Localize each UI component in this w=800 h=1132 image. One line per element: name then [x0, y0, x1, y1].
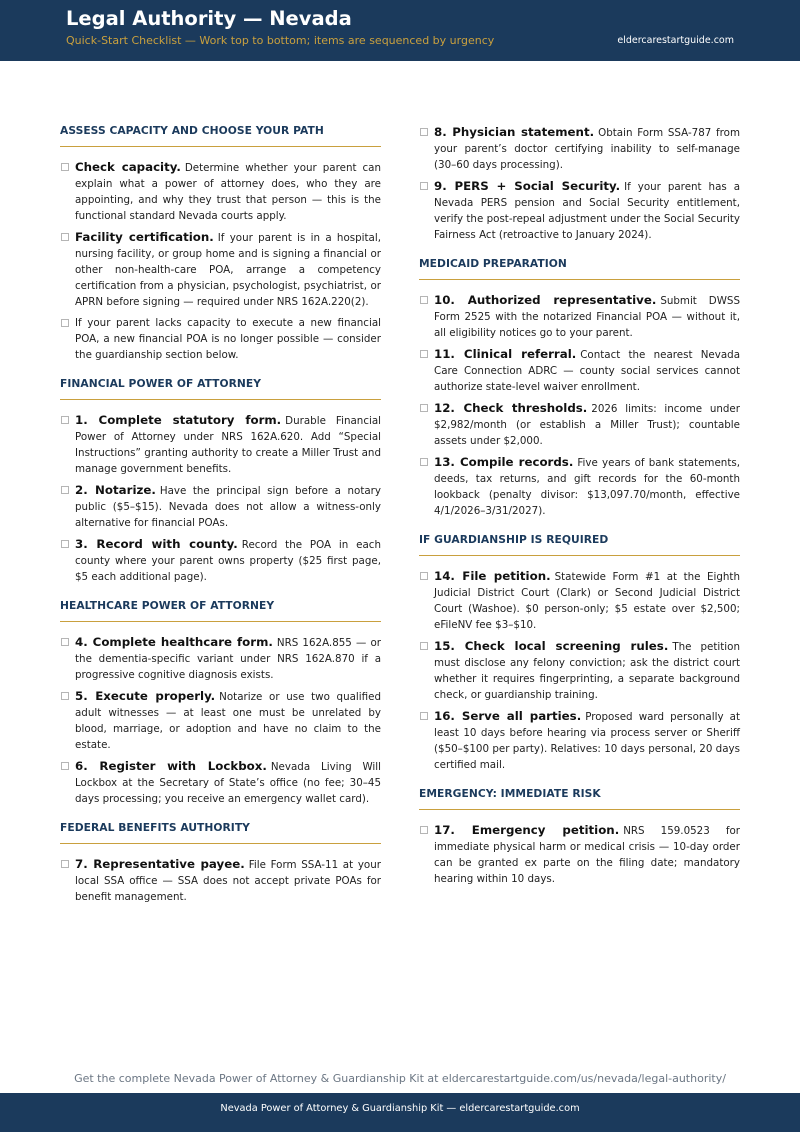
checkbox-icon[interactable] — [61, 638, 69, 646]
checklist-item — [419, 708, 740, 773]
item-lead: 2. Notarize. — [75, 483, 156, 497]
item-lead: 6. Register with Lockbox. — [75, 759, 267, 773]
checklist-item — [60, 758, 381, 807]
item-text: Notarize or use two qualified adult witnesses — at least one must be unrelated by blood, marriage, or adoption and have no claim to the estate. — [75, 691, 381, 751]
section-title: EMERGENCY: IMMEDIATE RISK — [419, 787, 740, 810]
page-header — [0, 0, 800, 61]
checklist-item — [419, 178, 740, 243]
item-text: Nevada Living Will Lockbox at the Secretary of State’s office (no fee; 30–45 days processing; you receive an emergency wallet card). — [75, 761, 381, 805]
item-lead: 3. Record with county. — [75, 537, 238, 551]
item-lead: Facility certification. — [75, 230, 214, 244]
checkbox-icon[interactable] — [420, 182, 428, 190]
section-emergency — [419, 787, 740, 887]
checklist-item — [60, 634, 381, 683]
header-site-link[interactable]: eldercarestartguide.com — [617, 35, 734, 46]
checklist-item — [60, 229, 381, 310]
item-lead: 14. File petition. — [434, 569, 551, 583]
item-lead: 16. Serve all parties. — [434, 709, 582, 723]
checkbox-icon[interactable] — [420, 642, 428, 650]
checkbox-icon[interactable] — [420, 826, 428, 834]
section-title: ASSESS CAPACITY AND CHOOSE YOUR PATH — [60, 124, 381, 147]
checkbox-icon[interactable] — [420, 572, 428, 580]
item-text: Determine whether your parent can explain what a power of attorney does, who they are appointing, and why they trust that person — this is the functional standard Nevada courts apply. — [75, 162, 381, 222]
item-lead: Check capacity. — [75, 160, 181, 174]
checklist-item — [419, 568, 740, 633]
item-lead: 11. Clinical referral. — [434, 347, 577, 361]
item-text: 2026 limits: income under $2,982/month (or establish a Miller Trust); countable assets under $2,000. — [434, 403, 740, 447]
checklist-item — [419, 638, 740, 703]
checklist-item — [60, 315, 381, 363]
section-title: IF GUARDIANSHIP IS REQUIRED — [419, 533, 740, 556]
item-text: The petition must disclose any felony conviction; ask the district court whether it requires fingerprinting, a separate background check, or guardianship training. — [434, 641, 740, 701]
kit-link[interactable]: Get the complete Nevada Power of Attorney & Guardianship Kit at eldercarestartguide.com/us/nevada/legal-authority/ — [74, 1072, 726, 1085]
item-text: NRS 159.0523 for immediate physical harm or medical crisis — 10-day order can be granted ex parte on the filing date; mandatory hearing within 10 days. — [434, 825, 740, 885]
item-lead: 7. Representative payee. — [75, 857, 245, 871]
item-lead: 13. Compile records. — [434, 455, 574, 469]
checklist-item — [419, 400, 740, 449]
item-lead: 10. Authorized representative. — [434, 293, 657, 307]
item-text: Have the principal sign before a notary public ($5–$15). Nevada does not allow a witness-only alternative for financial POAs. — [75, 485, 381, 529]
footer-text: Nevada Power of Attorney & Guardianship Kit — eldercarestartguide.com — [220, 1103, 580, 1114]
checklist-item — [60, 688, 381, 753]
section-title: HEALTHCARE POWER OF ATTORNEY — [60, 599, 381, 622]
checklist-item — [60, 412, 381, 477]
item-text: File Form SSA-11 at your local SSA office — SSA does not accept private POAs for benefit management. — [75, 859, 381, 903]
checkbox-icon[interactable] — [420, 404, 428, 412]
section-federal-benefits-continued — [419, 124, 740, 243]
item-lead: 4. Complete healthcare form. — [75, 635, 273, 649]
checkbox-icon[interactable] — [420, 458, 428, 466]
checkbox-icon[interactable] — [61, 486, 69, 494]
left-column — [60, 124, 381, 919]
checklist-item — [419, 124, 740, 173]
item-lead: 1. Complete statutory form. — [75, 413, 282, 427]
item-text: Statewide Form #1 at the Eighth Judicial District Court (Clark) or Second Judicial District Court (Washoe). $0 person-only; $5 estate over $2,500; eFileNV fee $3–$10. — [434, 571, 740, 631]
item-text: Record the POA in each county where your parent owns property ($25 first page, $5 each additional page). — [75, 539, 381, 583]
item-lead: 17. Emergency petition. — [434, 823, 620, 837]
checklist-item — [419, 454, 740, 519]
item-lead: 9. PERS + Social Security. — [434, 179, 621, 193]
section-title: MEDICAID PREPARATION — [419, 257, 740, 280]
section-federal-benefits — [60, 821, 381, 905]
section-financial-poa — [60, 377, 381, 585]
checkbox-icon[interactable] — [420, 128, 428, 136]
checkbox-icon[interactable] — [61, 860, 69, 868]
item-text: If your parent has a Nevada PERS pension and Social Security entitlement, verify the post-repeal adjustment under the Social Security Fairness Act (retroactive to January 2024). — [434, 181, 741, 241]
section-medicaid-preparation — [419, 257, 740, 519]
item-text: If your parent lacks capacity to execute a new financial POA, a new financial POA is no longer possible — consider the guardianship section below. — [75, 317, 381, 361]
checkbox-icon[interactable] — [420, 712, 428, 720]
item-text: NRS 162A.855 — or the dementia-specific variant under NRS 162A.870 if a progressive cognitive diagnosis exists. — [75, 637, 381, 681]
checkbox-icon[interactable] — [61, 540, 69, 548]
item-lead: 12. Check thresholds. — [434, 401, 588, 415]
checkbox-icon[interactable] — [61, 233, 69, 241]
page-title: Legal Authority — Nevada — [66, 7, 352, 30]
item-lead: 5. Execute properly. — [75, 689, 216, 703]
page-subtitle: Quick-Start Checklist — Work top to bottom; items are sequenced by urgency — [66, 34, 495, 47]
checkbox-icon[interactable] — [420, 350, 428, 358]
section-assess-capacity — [60, 124, 381, 363]
checkbox-icon[interactable] — [61, 319, 69, 327]
section-healthcare-poa — [60, 599, 381, 807]
item-text: Five years of bank statements, deeds, tax returns, and gift records for the 60-month lookback (penalty divisor: $13,097.70/month, effective 4/1/2026–3/31/2027). — [434, 457, 740, 517]
section-title: FINANCIAL POWER OF ATTORNEY — [60, 377, 381, 400]
section-title: FEDERAL BENEFITS AUTHORITY — [60, 821, 381, 844]
checklist-item — [419, 292, 740, 341]
item-text: Obtain Form SSA-787 from your parent’s doctor certifying inability to self-manage (30–60 days processing). — [434, 127, 740, 171]
checkbox-icon[interactable] — [61, 416, 69, 424]
checkbox-icon[interactable] — [61, 163, 69, 171]
right-column — [419, 124, 740, 901]
section-guardianship — [419, 533, 740, 773]
checklist-item — [60, 159, 381, 224]
item-text: If your parent is in a hospital, nursing facility, or group home and is signing a financial or other non-health-care POA, arrange a competency certification from a physician, psychologist, psychiatrist, or APRN before signing — required under NRS 162A.220(2). — [75, 232, 382, 308]
checklist-item — [60, 482, 381, 531]
item-text: Contact the nearest Nevada Care Connection ADRC — county social services cannot authorize state-level waiver enrollment. — [434, 349, 740, 393]
checklist-item — [419, 346, 740, 395]
checklist-item — [419, 822, 740, 887]
checkbox-icon[interactable] — [61, 692, 69, 700]
item-text: Durable Financial Power of Attorney under NRS 162A.620. Add “Special Instructions” granting authority to create a Miller Trust and manage government benefits. — [75, 415, 382, 475]
checklist-item — [60, 856, 381, 905]
checkbox-icon[interactable] — [61, 762, 69, 770]
page-footer — [0, 1093, 800, 1132]
item-text: Submit DWSS Form 2525 with the notarized Financial POA — without it, all eligibility notices go to your parent. — [434, 295, 740, 339]
item-text: Proposed ward personally at least 10 days before hearing via process server or Sheriff ($50–$100 per party). Relatives: 10 days personal, 20 days certified mail. — [434, 711, 740, 771]
item-lead: 8. Physician statement. — [434, 125, 595, 139]
checkbox-icon[interactable] — [420, 296, 428, 304]
item-lead: 15. Check local screening rules. — [434, 639, 669, 653]
checklist-item — [60, 536, 381, 585]
